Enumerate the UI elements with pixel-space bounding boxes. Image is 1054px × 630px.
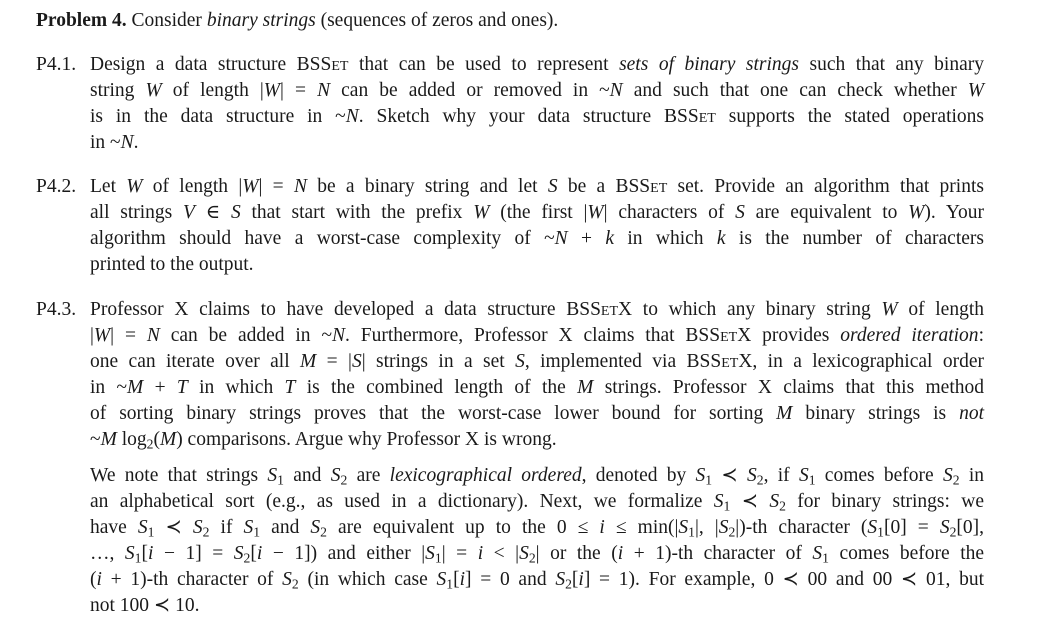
part-text-line: ~M $\log_2(M)$ comparisons. Argue why Professor X is wrong. bbox=[90, 429, 557, 452]
problem-intro-pre: Consider bbox=[131, 10, 207, 31]
part-text-line: in ~M + T in which T is the combined length of the M strings. Professor X claims that this method bbox=[90, 377, 984, 398]
part-text-line: Design a data structure BSSet that can be used to represent sets of binary strings such that any binary bbox=[90, 54, 984, 75]
problem-intro-italic: binary strings bbox=[206, 10, 316, 31]
part-text-line: printed to the output. bbox=[90, 254, 254, 275]
part-text-line: of sorting binary strings proves that the worst-case lower bound for sorting M binary strings is not bbox=[90, 403, 984, 424]
part-label: P4.1. bbox=[36, 54, 77, 75]
note-text-line: not 100 ≺ 10. bbox=[90, 595, 200, 616]
note-text-line: …, $S_1[i - 1] = S_2[i - 1]$) and either $|S_1| = i < |S_2|$ or the (i + 1)-th character of $S_1$ comes before the bbox=[90, 543, 985, 566]
problem-number: Problem 4. bbox=[36, 10, 127, 31]
part-text-line: all strings V ∈ S that start with the prefix W (the first |W| characters of S are equivalent to W). Your bbox=[90, 202, 984, 223]
note-text-line: an alphabetical sort (e.g., as used in a dictionary). Next, we formalize $S_1$ ≺ $S_2$ for binary strings: we bbox=[90, 491, 984, 514]
part-text-line: string W of length |W| = N can be added or removed in ~N and such that one can check whether W bbox=[90, 80, 985, 101]
part-text-line: one can iterate over all M = |S| strings in a set S, implemented via BSSetX, in a lexicographical order bbox=[90, 351, 984, 372]
part-text-line: Professor X claims to have developed a data structure BSSetX to which any binary string W of length bbox=[90, 299, 984, 320]
part-label: P4.3. bbox=[36, 299, 77, 320]
part-text-line: is in the data structure in ~N. Sketch why your data structure BSSet supports the stated operations bbox=[90, 106, 985, 127]
problem-intro-post: (sequences of zeros and ones). bbox=[315, 10, 559, 31]
part-text-line: in ~N. bbox=[90, 132, 139, 153]
part-text-line: |W| = N can be added in ~N. Furthermore, Professor X claims that BSSetX provides ordered iteration: bbox=[90, 325, 984, 346]
part-text-line: algorithm should have a worst-case complexity of ~N + k in which k is the number of characters bbox=[90, 228, 984, 249]
note-text-line: We note that strings $S_1$ and $S_2$ are lexicographical ordered, denoted by $S_1$ ≺ $S_2$, if $S_1$ comes before $S_2$ in bbox=[90, 465, 984, 488]
note-text-line: (i + 1)-th character of $S_2$ (in which case $S_1[i] = 0$ and $S_2[i] = 1$). For example, 0 ≺ 00 and 00 ≺ 01, but bbox=[90, 569, 985, 592]
part-label: P4.2. bbox=[36, 176, 77, 197]
note-text-line: have $S_1$ ≺ $S_2$ if $S_1$ and $S_2$ are equivalent up to the $0 \le i \le \min(|S_1|$, $|S_2|)-th$ character ($S_1[0] = S_2[0]$, bbox=[90, 517, 985, 540]
problem-heading bbox=[36, 8, 558, 34]
part-text-line: Let W of length |W| = N be a binary string and let S be a BSSet set. Provide an algorithm that prints bbox=[90, 176, 984, 197]
